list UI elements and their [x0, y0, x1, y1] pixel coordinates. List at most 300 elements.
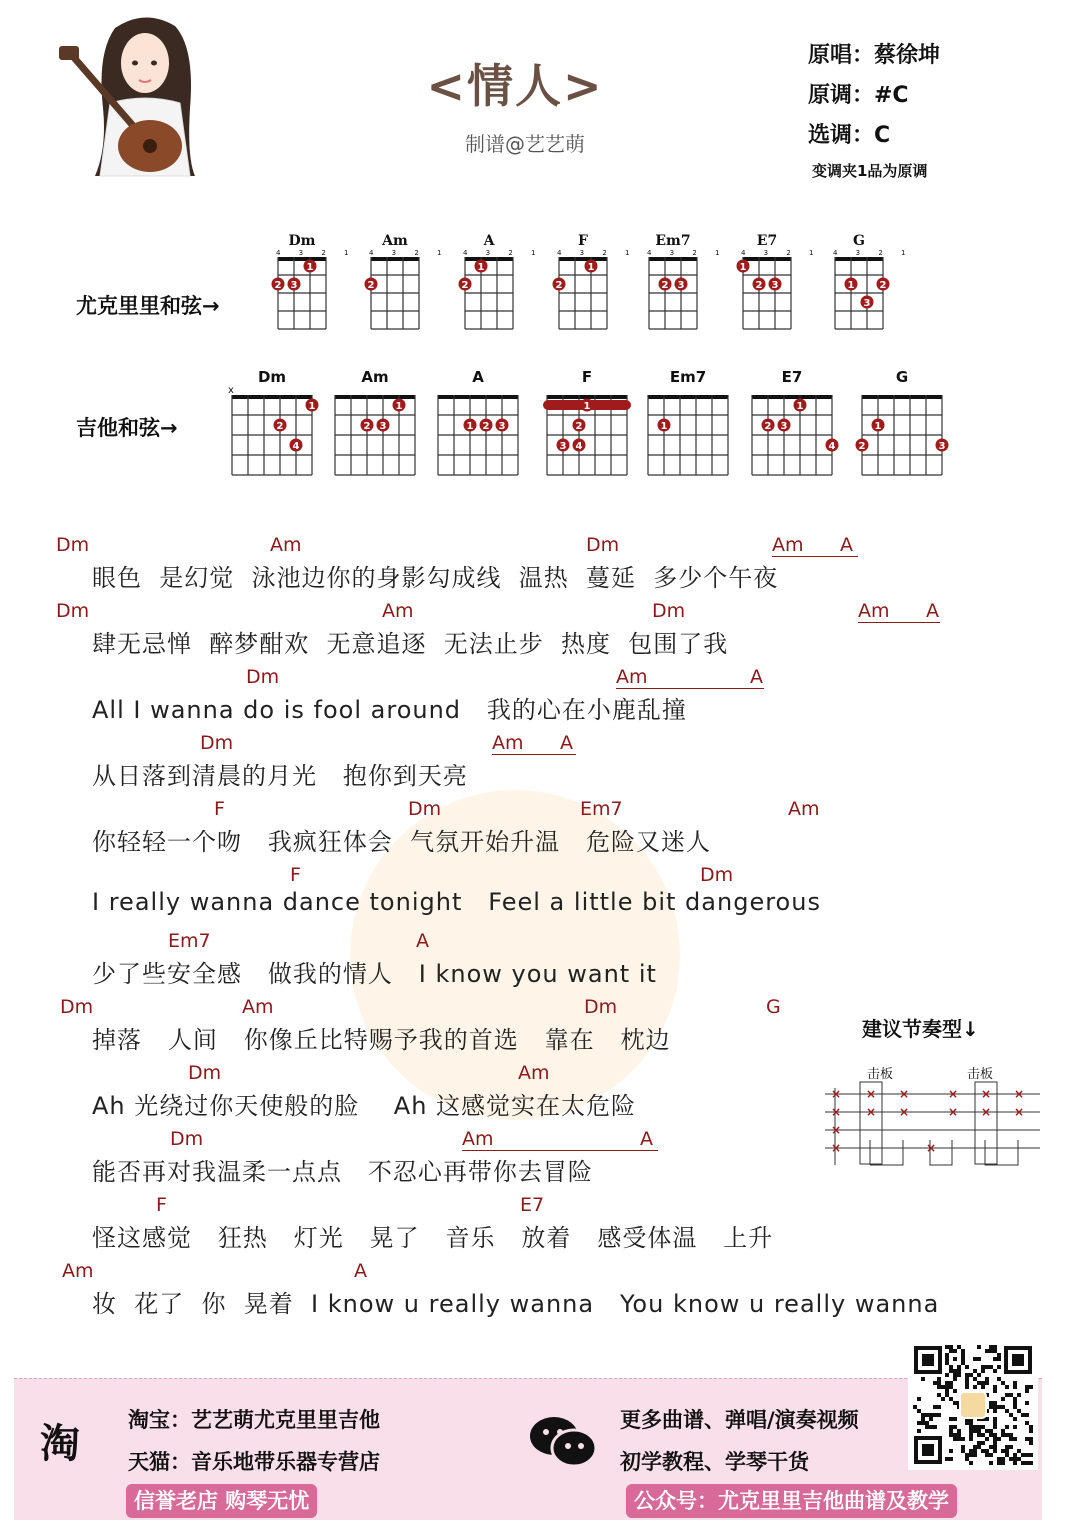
chord-label: Am	[462, 1128, 494, 1150]
finger-number: 1	[587, 262, 595, 273]
qr-module	[969, 1449, 973, 1453]
finger-number: 3	[559, 441, 567, 452]
qr-module	[969, 1421, 973, 1425]
chord-label: Em7	[168, 930, 211, 952]
lyric-line	[0, 864, 1000, 930]
qr-module	[1029, 1453, 1033, 1457]
lyric-text: 妆 花了 你 晃着 I know u really wanna You know u really wanna	[92, 1290, 940, 1318]
qr-module	[929, 1413, 933, 1417]
rhythm-pattern-diagram	[815, 1060, 1045, 1170]
qr-module	[977, 1425, 981, 1429]
guitar-chord-am	[335, 368, 415, 475]
qr-module	[977, 1373, 981, 1377]
qr-module	[917, 1397, 921, 1401]
qr-module	[985, 1449, 989, 1453]
string-numbers: 4 3 2 1	[369, 249, 450, 257]
qr-module	[993, 1401, 997, 1405]
finger-number: 1	[466, 421, 474, 432]
lyric-line	[0, 732, 1000, 798]
qr-module	[993, 1385, 997, 1389]
chord-underline	[462, 1150, 658, 1151]
lyric-text: 怪这感觉 狂热 灯光 晃了 音乐 放着 感受体温 上升	[92, 1224, 774, 1252]
chord-label: A	[416, 930, 429, 952]
ukulele-chord-f	[553, 233, 638, 329]
nut	[232, 395, 312, 399]
finger-number: 1	[796, 401, 804, 412]
finger-number: 4	[828, 441, 836, 452]
chord-label: Am	[382, 600, 414, 622]
lyric-text: 肆无忌惮 醉梦酣欢 无意追逐 无法止步 热度 包围了我	[92, 630, 729, 658]
chord-label: Em7	[580, 798, 623, 820]
nut	[559, 257, 607, 261]
chord-label: F	[214, 798, 225, 820]
qr-center-logo	[960, 1392, 986, 1418]
qr-module	[993, 1441, 997, 1445]
finger-number: 2	[482, 421, 490, 432]
finger-number: 2	[461, 280, 469, 291]
rhythm-pattern-title: 建议节奏型↓	[862, 1017, 979, 1041]
chord-name: G	[853, 233, 865, 249]
finger-number: 1	[583, 401, 591, 412]
qr-module	[1017, 1409, 1021, 1413]
qr-finder-core	[922, 1354, 934, 1366]
qr-module	[1013, 1453, 1017, 1457]
strum-mark: ×	[831, 1105, 842, 1119]
chord-label: F	[156, 1194, 167, 1216]
qr-module	[1001, 1405, 1005, 1409]
qr-module	[977, 1433, 981, 1437]
qr-module	[969, 1433, 973, 1437]
nut	[465, 257, 513, 261]
qr-module	[961, 1449, 965, 1453]
qr-module	[985, 1377, 989, 1381]
qr-module	[933, 1405, 937, 1409]
song-title: <情人>	[426, 59, 604, 113]
qr-module	[997, 1365, 1001, 1369]
qr-module	[1029, 1429, 1033, 1433]
tmall-shop: 天猫：音乐地带乐器专营店	[128, 1450, 380, 1474]
lyric-line	[0, 1194, 1000, 1260]
finger-number: 2	[276, 421, 284, 432]
finger-number: 2	[575, 421, 583, 432]
qr-module	[1029, 1461, 1033, 1465]
strum-mark: ×	[948, 1087, 959, 1101]
original-key: 原调：#C	[808, 83, 909, 108]
qr-module	[921, 1417, 925, 1421]
chord-label: Am	[270, 534, 302, 556]
tutorials-text: 初学教程、学琴干货	[620, 1450, 809, 1474]
qr-module	[945, 1345, 949, 1349]
qr-module	[993, 1433, 997, 1437]
qr-module	[957, 1345, 961, 1349]
qr-module	[969, 1461, 973, 1465]
qr-module	[941, 1397, 945, 1401]
qr-module	[957, 1373, 961, 1377]
qr-module	[973, 1449, 977, 1453]
finger-number: 4	[292, 441, 300, 452]
chord-label: Dm	[188, 1062, 222, 1084]
qr-module	[993, 1369, 997, 1373]
qr-module	[981, 1365, 985, 1369]
qr-module	[1001, 1433, 1005, 1437]
qr-module	[953, 1369, 957, 1373]
chosen-key: 选调：C	[808, 123, 891, 148]
qr-module	[997, 1461, 1001, 1465]
beam	[870, 1140, 1018, 1165]
qr-module	[957, 1433, 961, 1437]
qr-module	[949, 1365, 953, 1369]
lyric-text: 你轻轻一个吻 我疯狂体会 气氛开始升温 危险又迷人	[92, 828, 712, 856]
finger-number: 3	[677, 280, 685, 291]
finger-number: 1	[308, 401, 316, 412]
qr-module	[1013, 1385, 1017, 1389]
strum-mark: ×	[1014, 1105, 1025, 1119]
wechat-icon	[528, 1414, 598, 1474]
string-numbers: 4 3 2 1	[647, 249, 728, 257]
qr-module	[1029, 1425, 1033, 1429]
qr-module	[981, 1425, 985, 1429]
qr-module	[1025, 1461, 1029, 1465]
qr-module	[977, 1441, 981, 1445]
guitar-chord-g	[856, 368, 949, 475]
qr-module	[1025, 1413, 1029, 1417]
chord-name: Dm	[288, 233, 316, 249]
qr-module	[981, 1385, 985, 1389]
qr-module	[973, 1453, 977, 1457]
qr-module	[1013, 1461, 1017, 1465]
nut	[547, 395, 627, 399]
finger-number: 3	[379, 421, 387, 432]
finger-number: 2	[755, 280, 763, 291]
qr-module	[993, 1421, 997, 1425]
guitar-chord-a	[438, 368, 518, 475]
qr-module	[973, 1357, 977, 1361]
qr-finder-core	[1012, 1354, 1024, 1366]
chord-underline	[858, 622, 940, 623]
strum-mark: ×	[866, 1087, 877, 1101]
qr-module	[953, 1417, 957, 1421]
guitar-chords-label: 吉他和弦→	[76, 416, 178, 440]
lyric-text: 眼色 是幻觉 泳池边你的身影勾成线 温热 蔓延 多少个午夜	[92, 564, 779, 592]
finger-number: 1	[477, 262, 485, 273]
qr-module	[973, 1369, 977, 1373]
qr-module	[993, 1349, 997, 1353]
qr-module	[973, 1429, 977, 1433]
clap-label-1: 击板	[867, 1067, 894, 1082]
qr-module	[961, 1349, 965, 1353]
qr-module	[917, 1421, 921, 1425]
qr-module	[1025, 1453, 1029, 1457]
qr-module	[993, 1357, 997, 1361]
qr-module	[1005, 1453, 1009, 1457]
qr-module	[985, 1429, 989, 1433]
qr-module	[969, 1425, 973, 1429]
qr-module	[965, 1457, 969, 1461]
qr-module	[973, 1385, 977, 1389]
qr-module	[989, 1365, 993, 1369]
lyric-text: All I wanna do is fool around 我的心在小鹿乱撞	[92, 696, 687, 724]
chord-label: Dm	[60, 996, 94, 1018]
lyric-line	[0, 798, 1000, 864]
qr-module	[953, 1433, 957, 1437]
finger-number: 3	[938, 441, 946, 452]
finger-number: 3	[498, 421, 506, 432]
clap-label-2: 击板	[967, 1067, 994, 1082]
qr-module	[1013, 1425, 1017, 1429]
qr-module	[945, 1361, 949, 1365]
chord-name: F	[578, 233, 588, 249]
qr-module	[1013, 1401, 1017, 1405]
chord-label: A	[926, 600, 939, 622]
finger-number: 1	[739, 262, 747, 273]
nut	[649, 257, 697, 261]
strum-mark: ×	[831, 1141, 842, 1155]
finger-number: 2	[555, 280, 563, 291]
strum-mark: ×	[981, 1105, 992, 1119]
strum-mark: ×	[899, 1087, 910, 1101]
qr-module	[921, 1413, 925, 1417]
ukulele-chord-g	[833, 233, 914, 329]
qr-module	[965, 1377, 969, 1381]
qr-module	[1009, 1437, 1013, 1441]
ukulele-chord-dm	[272, 233, 357, 329]
chord-label: Dm	[584, 996, 618, 1018]
nut	[743, 257, 791, 261]
qr-module	[985, 1349, 989, 1353]
qr-module	[953, 1377, 957, 1381]
qr-module	[993, 1389, 997, 1393]
lyric-line	[0, 1260, 1000, 1326]
chord-name: Dm	[257, 368, 287, 386]
qr-module	[1013, 1405, 1017, 1409]
qr-module	[953, 1373, 957, 1377]
qr-module	[1025, 1401, 1029, 1405]
chord-label: Dm	[408, 798, 442, 820]
guitar-chord-e7	[752, 368, 839, 475]
qr-module	[989, 1445, 993, 1449]
string-numbers: 4 3 2 1	[276, 249, 357, 257]
qr-module	[961, 1361, 965, 1365]
more-resources: 更多曲谱、弹唱/演奏视频	[620, 1408, 859, 1432]
qr-module	[953, 1401, 957, 1405]
finger-number: 3	[290, 280, 298, 291]
qr-module	[949, 1369, 953, 1373]
qr-module	[993, 1445, 997, 1449]
qr-module	[1029, 1441, 1033, 1445]
qr-module	[1013, 1457, 1017, 1461]
qr-module	[993, 1409, 997, 1413]
qr-module	[973, 1445, 977, 1449]
chord-label: Am	[492, 732, 524, 754]
nut	[278, 257, 326, 261]
lyric-text: I really wanna dance tonight Feel a little bit dangerous	[92, 888, 821, 916]
capo-note: 变调夹1品为原调	[812, 162, 928, 180]
qr-module	[945, 1381, 949, 1385]
qr-module	[1017, 1393, 1021, 1397]
qr-module	[933, 1425, 937, 1429]
lyric-line	[0, 666, 1000, 732]
qr-module	[949, 1433, 953, 1437]
qr-module	[1005, 1409, 1009, 1413]
lyric-text: Ah 光绕过你天使般的脸 Ah 这感觉实在太危险	[92, 1092, 637, 1120]
qr-module	[937, 1413, 941, 1417]
qr-module	[945, 1393, 949, 1397]
qr-module	[953, 1349, 957, 1353]
lyric-line	[0, 534, 1000, 600]
qr-module	[965, 1453, 969, 1457]
qr-module	[1009, 1413, 1013, 1417]
qr-module	[917, 1409, 921, 1413]
qr-module	[965, 1385, 969, 1389]
qr-module	[1009, 1445, 1013, 1449]
qr-code-icon[interactable]	[908, 1340, 1038, 1470]
finger-number: 1	[847, 280, 855, 291]
chord-name: Em7	[655, 233, 691, 249]
finger-number: 3	[863, 298, 871, 309]
qr-module	[989, 1429, 993, 1433]
strum-mark: ×	[831, 1087, 842, 1101]
chord-underline	[616, 688, 764, 689]
chord-label: Am	[772, 534, 804, 556]
chord-label: Dm	[700, 864, 734, 886]
chord-name: Em7	[669, 368, 707, 386]
strum-mark: ×	[981, 1087, 992, 1101]
qr-module	[1001, 1457, 1005, 1461]
qr-module	[1005, 1445, 1009, 1449]
qr-module	[945, 1389, 949, 1393]
string-numbers: 4 3 2 1	[463, 249, 544, 257]
qr-module	[937, 1377, 941, 1381]
string-numbers: 4 3 2 1	[557, 249, 638, 257]
qr-module	[949, 1349, 953, 1353]
qr-module	[949, 1449, 953, 1453]
qr-module	[957, 1365, 961, 1369]
chord-label: Dm	[56, 534, 90, 556]
qr-module	[937, 1381, 941, 1385]
nut	[648, 395, 728, 399]
qr-module	[977, 1345, 981, 1349]
qr-module	[921, 1377, 925, 1381]
chord-diagrams	[0, 0, 1080, 500]
nut	[835, 257, 883, 261]
qr-module	[973, 1377, 977, 1381]
chord-label: Dm	[56, 600, 90, 622]
transcriber-credit: 制谱@艺艺萌	[465, 132, 585, 156]
chord-label: A	[354, 1260, 367, 1282]
nut	[335, 395, 415, 399]
qr-module	[1001, 1381, 1005, 1385]
guitar-chord-dm	[228, 368, 319, 475]
qr-module	[977, 1429, 981, 1433]
qr-module	[993, 1449, 997, 1453]
chord-label: Am	[518, 1062, 550, 1084]
qr-module	[1025, 1421, 1029, 1425]
finger-number: 3	[771, 280, 779, 291]
qr-module	[985, 1417, 989, 1421]
finger-number: 2	[274, 280, 282, 291]
qr-module	[1005, 1393, 1009, 1397]
strum-mark: ×	[948, 1105, 959, 1119]
lyric-line	[0, 930, 1000, 996]
qr-module	[1001, 1397, 1005, 1401]
strum-mark: ×	[926, 1141, 937, 1155]
qr-module	[925, 1413, 929, 1417]
finger-number: 2	[367, 280, 375, 291]
chord-label: Dm	[170, 1128, 204, 1150]
qr-module	[965, 1421, 969, 1425]
chord-label: Am	[616, 666, 648, 688]
qr-module	[993, 1437, 997, 1441]
string-numbers: 4 3 2 1	[741, 249, 822, 257]
qr-module	[1029, 1385, 1033, 1389]
qr-module	[1009, 1433, 1013, 1437]
qr-module	[1005, 1449, 1009, 1453]
qr-module	[937, 1393, 941, 1397]
qr-module	[981, 1441, 985, 1445]
finger-number: 1	[306, 262, 314, 273]
chord-label: Am	[788, 798, 820, 820]
lyric-text: 掉落 人间 你像丘比特赐予我的首选 靠在 枕边	[92, 1026, 671, 1054]
string-numbers: 4 3 2 1	[833, 249, 914, 257]
qr-module	[993, 1405, 997, 1409]
nut	[752, 395, 832, 399]
qr-module	[977, 1357, 981, 1361]
chord-label: A	[750, 666, 763, 688]
qr-module	[1021, 1453, 1025, 1457]
ukulele-chord-e7	[737, 233, 822, 329]
qr-module	[1013, 1437, 1017, 1441]
qr-module	[957, 1369, 961, 1373]
chord-name: A	[483, 233, 495, 249]
qr-module	[917, 1429, 921, 1433]
qr-module	[949, 1385, 953, 1389]
chord-label: F	[290, 864, 301, 886]
qr-module	[969, 1437, 973, 1441]
qr-module	[949, 1381, 953, 1385]
nut	[371, 257, 419, 261]
chord-name: A	[472, 368, 484, 386]
qr-module	[969, 1373, 973, 1377]
qr-module	[949, 1345, 953, 1349]
qr-module	[965, 1365, 969, 1369]
chord-label: Am	[62, 1260, 94, 1282]
qr-module	[1013, 1397, 1017, 1401]
qr-module	[929, 1417, 933, 1421]
qr-module	[973, 1425, 977, 1429]
qr-module	[1013, 1417, 1017, 1421]
qr-module	[1009, 1457, 1013, 1461]
finger-number: 3	[780, 421, 788, 432]
qr-module	[945, 1385, 949, 1389]
qr-module	[961, 1357, 965, 1361]
qr-module	[997, 1357, 1001, 1361]
trust-badge: 信誉老店 购琴无忧	[126, 1484, 317, 1518]
qr-module	[981, 1381, 985, 1385]
qr-module	[949, 1457, 953, 1461]
qr-module	[1025, 1385, 1029, 1389]
qr-module	[1025, 1389, 1029, 1393]
qr-module	[961, 1437, 965, 1441]
chord-name: E7	[756, 233, 778, 249]
qr-module	[1001, 1429, 1005, 1433]
chord-name: E7	[781, 368, 803, 386]
qr-module	[1021, 1413, 1025, 1417]
qr-module	[985, 1453, 989, 1457]
chord-underline	[492, 754, 576, 755]
qr-module	[977, 1445, 981, 1449]
chord-label: Dm	[652, 600, 686, 622]
qr-module	[929, 1425, 933, 1429]
